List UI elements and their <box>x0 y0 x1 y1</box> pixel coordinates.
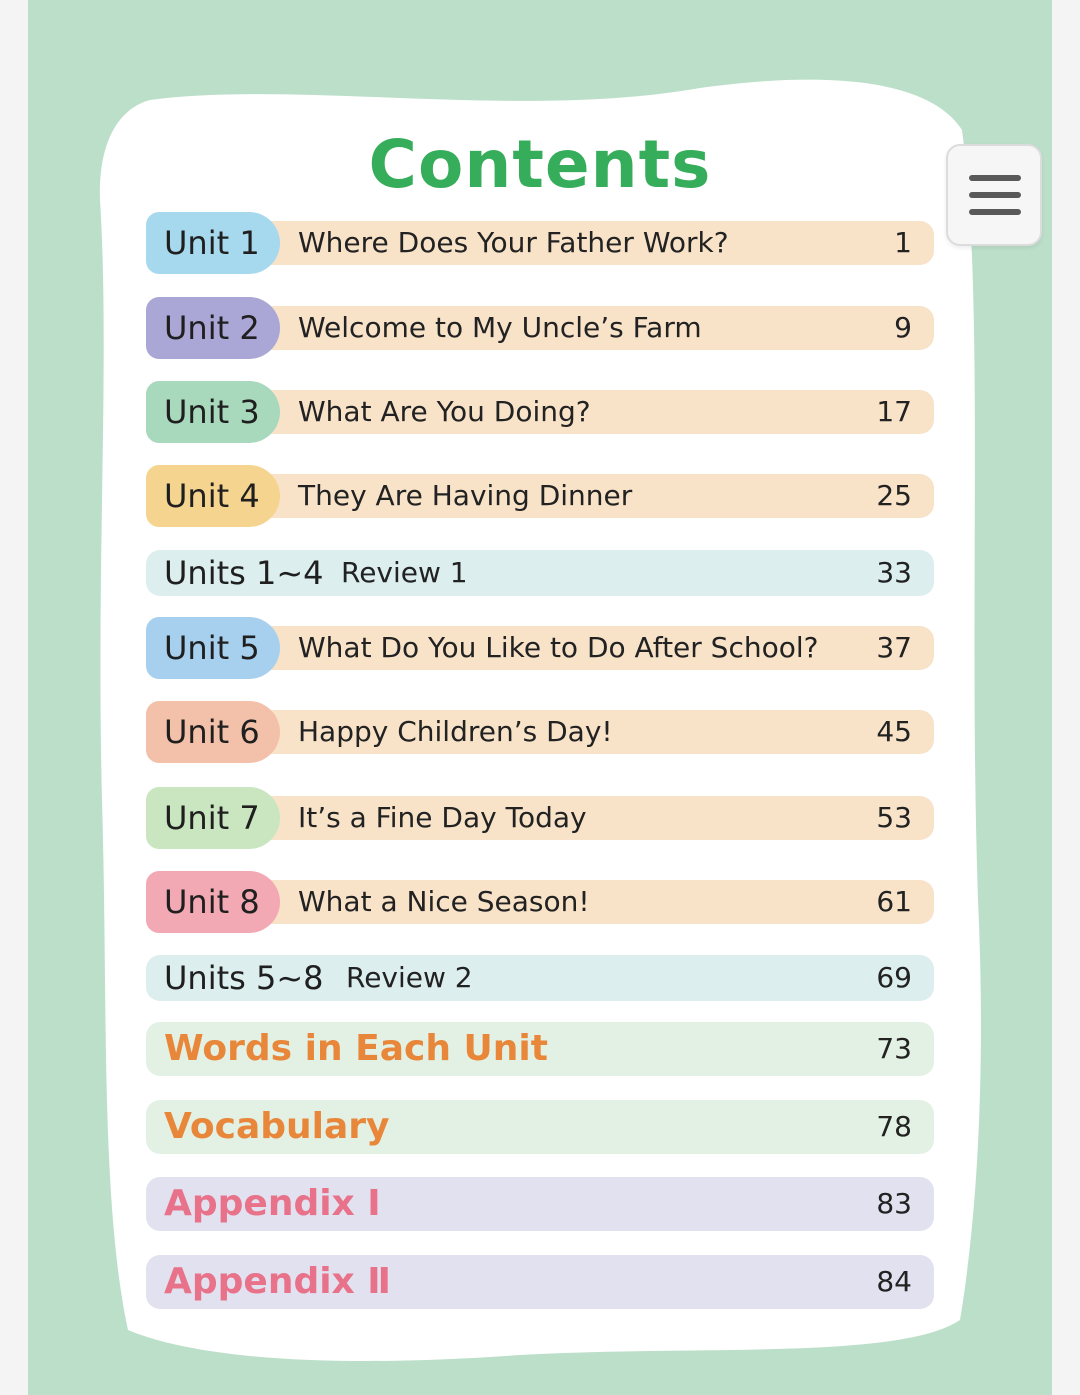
unit-title: They Are Having Dinner <box>298 479 633 512</box>
unit-tag: Unit 2 <box>146 297 280 359</box>
section-label: Vocabulary <box>164 1106 390 1147</box>
page-number: 25 <box>876 479 912 512</box>
review-title: Review 1 <box>341 556 468 589</box>
unit-tag: Unit 7 <box>146 787 280 849</box>
toc-row-unit-4[interactable] <box>146 465 934 527</box>
page-number: 17 <box>876 395 912 428</box>
page-number: 69 <box>876 961 912 994</box>
review-units-label: Units 1~4 <box>164 554 324 592</box>
unit-title: Where Does Your Father Work? <box>298 226 729 259</box>
hamburger-menu-icon <box>969 175 1021 181</box>
toc-row-unit-2[interactable] <box>146 297 934 359</box>
toc-row-review-1[interactable] <box>146 550 934 596</box>
page-number: 83 <box>876 1187 912 1220</box>
unit-tag: Unit 1 <box>146 212 280 274</box>
unit-title: What a Nice Season! <box>298 885 590 918</box>
toc-row-words-in-each-unit[interactable] <box>146 1022 934 1076</box>
page-number: 1 <box>894 226 912 259</box>
page-number: 53 <box>876 801 912 834</box>
toc-row-vocabulary[interactable] <box>146 1100 934 1154</box>
toc-row-appendix-2[interactable] <box>146 1255 934 1309</box>
section-label: Appendix Ⅰ <box>164 1183 381 1224</box>
toc-row-unit-7[interactable] <box>146 787 934 849</box>
section-label: Appendix Ⅱ <box>164 1261 392 1302</box>
unit-title: Happy Children’s Day! <box>298 715 613 748</box>
review-units-label: Units 5~8 <box>164 959 324 997</box>
unit-title: It’s a Fine Day Today <box>298 801 587 834</box>
toc-row-unit-1[interactable] <box>146 212 934 274</box>
page-number: 84 <box>876 1265 912 1298</box>
unit-title: What Are You Doing? <box>298 395 591 428</box>
page-number: 61 <box>876 885 912 918</box>
toc-row-unit-8[interactable] <box>146 871 934 933</box>
toc-row-unit-3[interactable] <box>146 381 934 443</box>
unit-tag: Unit 8 <box>146 871 280 933</box>
unit-tag: Unit 3 <box>146 381 280 443</box>
contents-title: Contents <box>368 126 712 203</box>
toc-row-unit-6[interactable] <box>146 701 934 763</box>
page-number: 9 <box>894 311 912 344</box>
unit-tag: Unit 5 <box>146 617 280 679</box>
toc-row-appendix-1[interactable] <box>146 1177 934 1231</box>
page-number: 78 <box>876 1110 912 1143</box>
page-number: 37 <box>876 631 912 664</box>
page-number: 45 <box>876 715 912 748</box>
unit-tag: Unit 4 <box>146 465 280 527</box>
page-number: 33 <box>876 556 912 589</box>
toc-row-unit-5[interactable] <box>146 617 934 679</box>
unit-title: Welcome to My Uncle’s Farm <box>298 311 702 344</box>
unit-tag: Unit 6 <box>146 701 280 763</box>
toc-row-review-2[interactable] <box>146 955 934 1001</box>
section-label: Words in Each Unit <box>164 1028 548 1069</box>
unit-title: What Do You Like to Do After School? <box>298 631 819 664</box>
review-title: Review 2 <box>346 961 473 994</box>
menu-button[interactable] <box>946 144 1042 246</box>
page-number: 73 <box>876 1032 912 1065</box>
